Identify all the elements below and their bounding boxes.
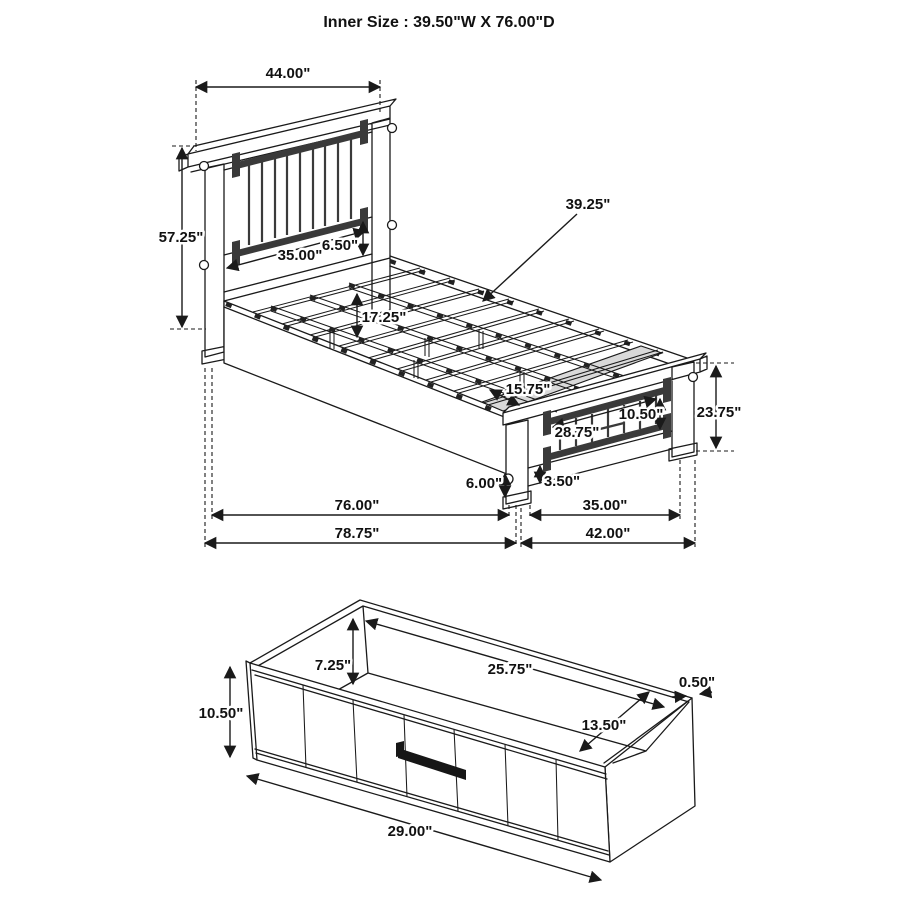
dim-label: 25.75" xyxy=(487,661,533,678)
dim-slat-width xyxy=(483,196,610,301)
drawer-diagram xyxy=(199,600,715,880)
dim-label: 39.25" xyxy=(565,196,611,213)
bolt-peg xyxy=(200,162,209,171)
dim-label: 10.50" xyxy=(618,406,664,423)
dim-arrow-left xyxy=(672,696,686,697)
page-title: Inner Size : 39.50"W X 76.00"D xyxy=(323,14,555,31)
dim-label: 78.75" xyxy=(334,525,380,542)
leader-line xyxy=(483,214,577,301)
dim-footboard-height xyxy=(697,366,742,448)
dim-label: 0.50" xyxy=(678,674,716,691)
bolt-peg xyxy=(388,124,397,133)
dim-drawer-front-height xyxy=(199,667,244,757)
dim-label: 17.25" xyxy=(361,309,407,326)
dim-headboard-width xyxy=(196,65,380,87)
dim-footboard-inner-width xyxy=(530,497,680,515)
dim-label: 3.50" xyxy=(543,473,581,490)
dim-label: 42.00" xyxy=(585,525,631,542)
dim-label: 6.00" xyxy=(465,475,503,492)
dim-label: 13.50" xyxy=(581,717,627,734)
dim-label: 6.50" xyxy=(321,237,359,254)
bolt-peg xyxy=(200,261,209,270)
dim-leg-height xyxy=(466,474,505,497)
bolt-peg xyxy=(388,221,397,230)
dim-label: 35.00" xyxy=(582,497,628,514)
dim-label: 15.75" xyxy=(505,381,551,398)
dim-label: 10.50" xyxy=(198,705,244,722)
dim-inner-length xyxy=(212,497,509,515)
dim-arrow-right xyxy=(700,692,712,694)
dim-drawer-inner-height xyxy=(315,619,353,684)
dim-label: 29.00" xyxy=(387,823,433,840)
bolt-peg xyxy=(689,373,698,382)
dim-drawer-inner-length xyxy=(366,621,664,707)
dim-headboard-height xyxy=(159,148,204,327)
bed-diagram xyxy=(159,65,742,547)
dim-label: 44.00" xyxy=(265,65,311,82)
dim-label: 76.00" xyxy=(334,497,380,514)
dim-label: 7.25" xyxy=(314,657,352,674)
drawer-body xyxy=(246,600,695,862)
dim-label: 23.75" xyxy=(696,404,742,421)
dim-label: 57.25" xyxy=(158,229,204,246)
slat-platform xyxy=(224,256,690,476)
dim-overall-length xyxy=(205,525,516,543)
dim-label: 28.75" xyxy=(554,424,600,441)
dim-label: 35.00" xyxy=(277,247,323,264)
dim-overall-width xyxy=(521,525,695,543)
